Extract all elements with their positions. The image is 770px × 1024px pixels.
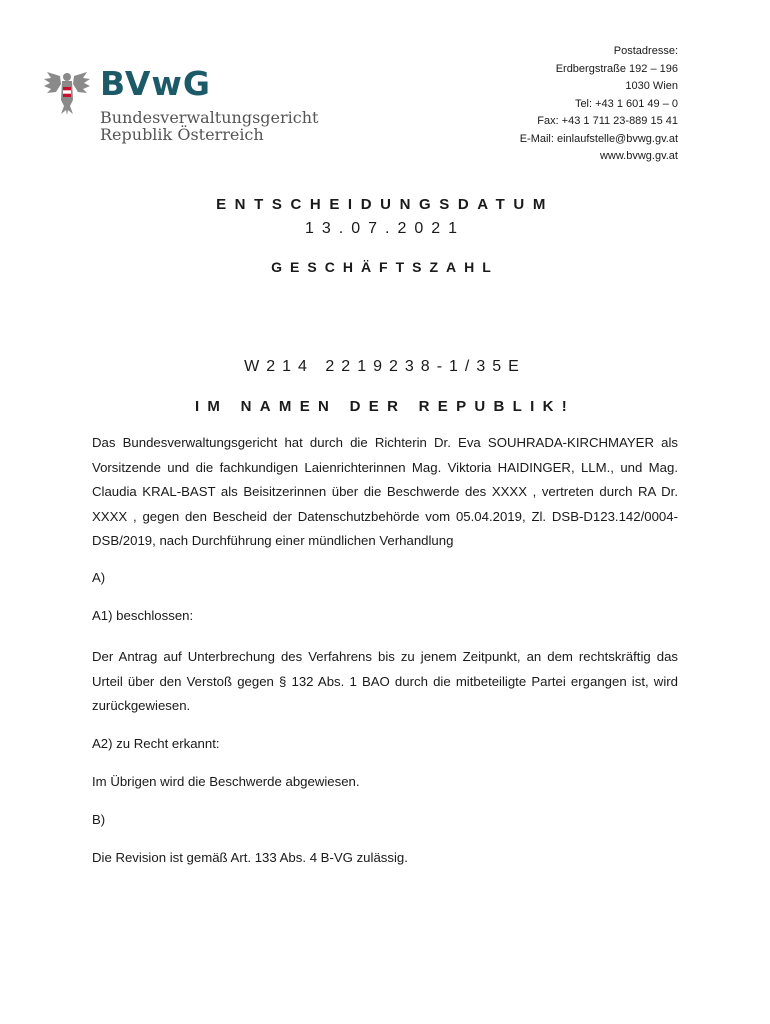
decision-date: 13.07.2021 [304, 220, 466, 237]
section-a1-label: A1) beschlossen: [92, 608, 194, 623]
case-number-heading: GESCHÄFTSZAHL [271, 259, 499, 275]
address-web: www.bvwg.gv.at [599, 150, 678, 162]
logo-abbreviation: BVwG [100, 64, 211, 103]
address-tel: Tel: +43 1 601 49 – 0 [574, 97, 678, 110]
section-b-text: Die Revision ist gemäß Art. 133 Abs. 4 B-VG zulässig. [92, 850, 408, 865]
in-the-name-of-the-republic: IM NAMEN DER REPUBLIK! [194, 398, 576, 415]
address-fax: Fax: +43 1 711 23-889 15 41 [537, 115, 678, 127]
logo-court-name: Bundesverwaltungsgericht [100, 108, 319, 127]
austrian-eagle-icon [42, 70, 92, 118]
postal-address-block [520, 43, 678, 166]
address-street: Erdbergstraße 192 – 196 [555, 62, 678, 75]
address-label: Postadresse: [613, 45, 678, 57]
section-b-label: B) [92, 812, 106, 827]
section-a1-text: Der Antrag auf Unterbrechung des Verfahrens bis zu jenem Zeitpunkt, an dem rechtskräftig das Urteil über den Verstoß gegen § 132 Abs. 1 BAO durch die mitbeteiligte Partei ergangen ist, wird zurückgewiesen. [92, 649, 678, 713]
address-email: E-Mail: einlaufstelle@bvwg.gv.at [519, 132, 678, 145]
logo-country: Republik Österreich [100, 125, 264, 144]
address-city: 1030 Wien [625, 80, 678, 92]
bvwg-logo [42, 64, 319, 148]
section-a2-text: Im Übrigen wird die Beschwerde abgewiesen. [92, 774, 360, 789]
intro-paragraph: Das Bundesverwaltungsgericht hat durch die Richterin Dr. Eva SOUHRADA-KIRCHMAYER als Vorsitzende und die fachkundigen Laienrichterinnen Mag. Viktoria HAIDINGER, LLM., und Mag. Claudia KRAL-BAST als Beisitzerinnen über die Beschwerde des XXXX , vertreten durch RA Dr. XXXX , gegen den Bescheid der Datenschutzbehörde vom 05.04.2019, Zl. DSB-D123.142/0004-DSB/2019, nach Durchführung einer mündlichen Verhandlung [92, 435, 678, 548]
decision-date-heading: ENTSCHEIDUNGSDATUM [216, 196, 554, 213]
case-number: W214 2219238-1/35E [244, 358, 526, 375]
section-a2-label: A2) zu Recht erkannt: [92, 736, 220, 751]
section-a-label: A) [92, 570, 106, 585]
